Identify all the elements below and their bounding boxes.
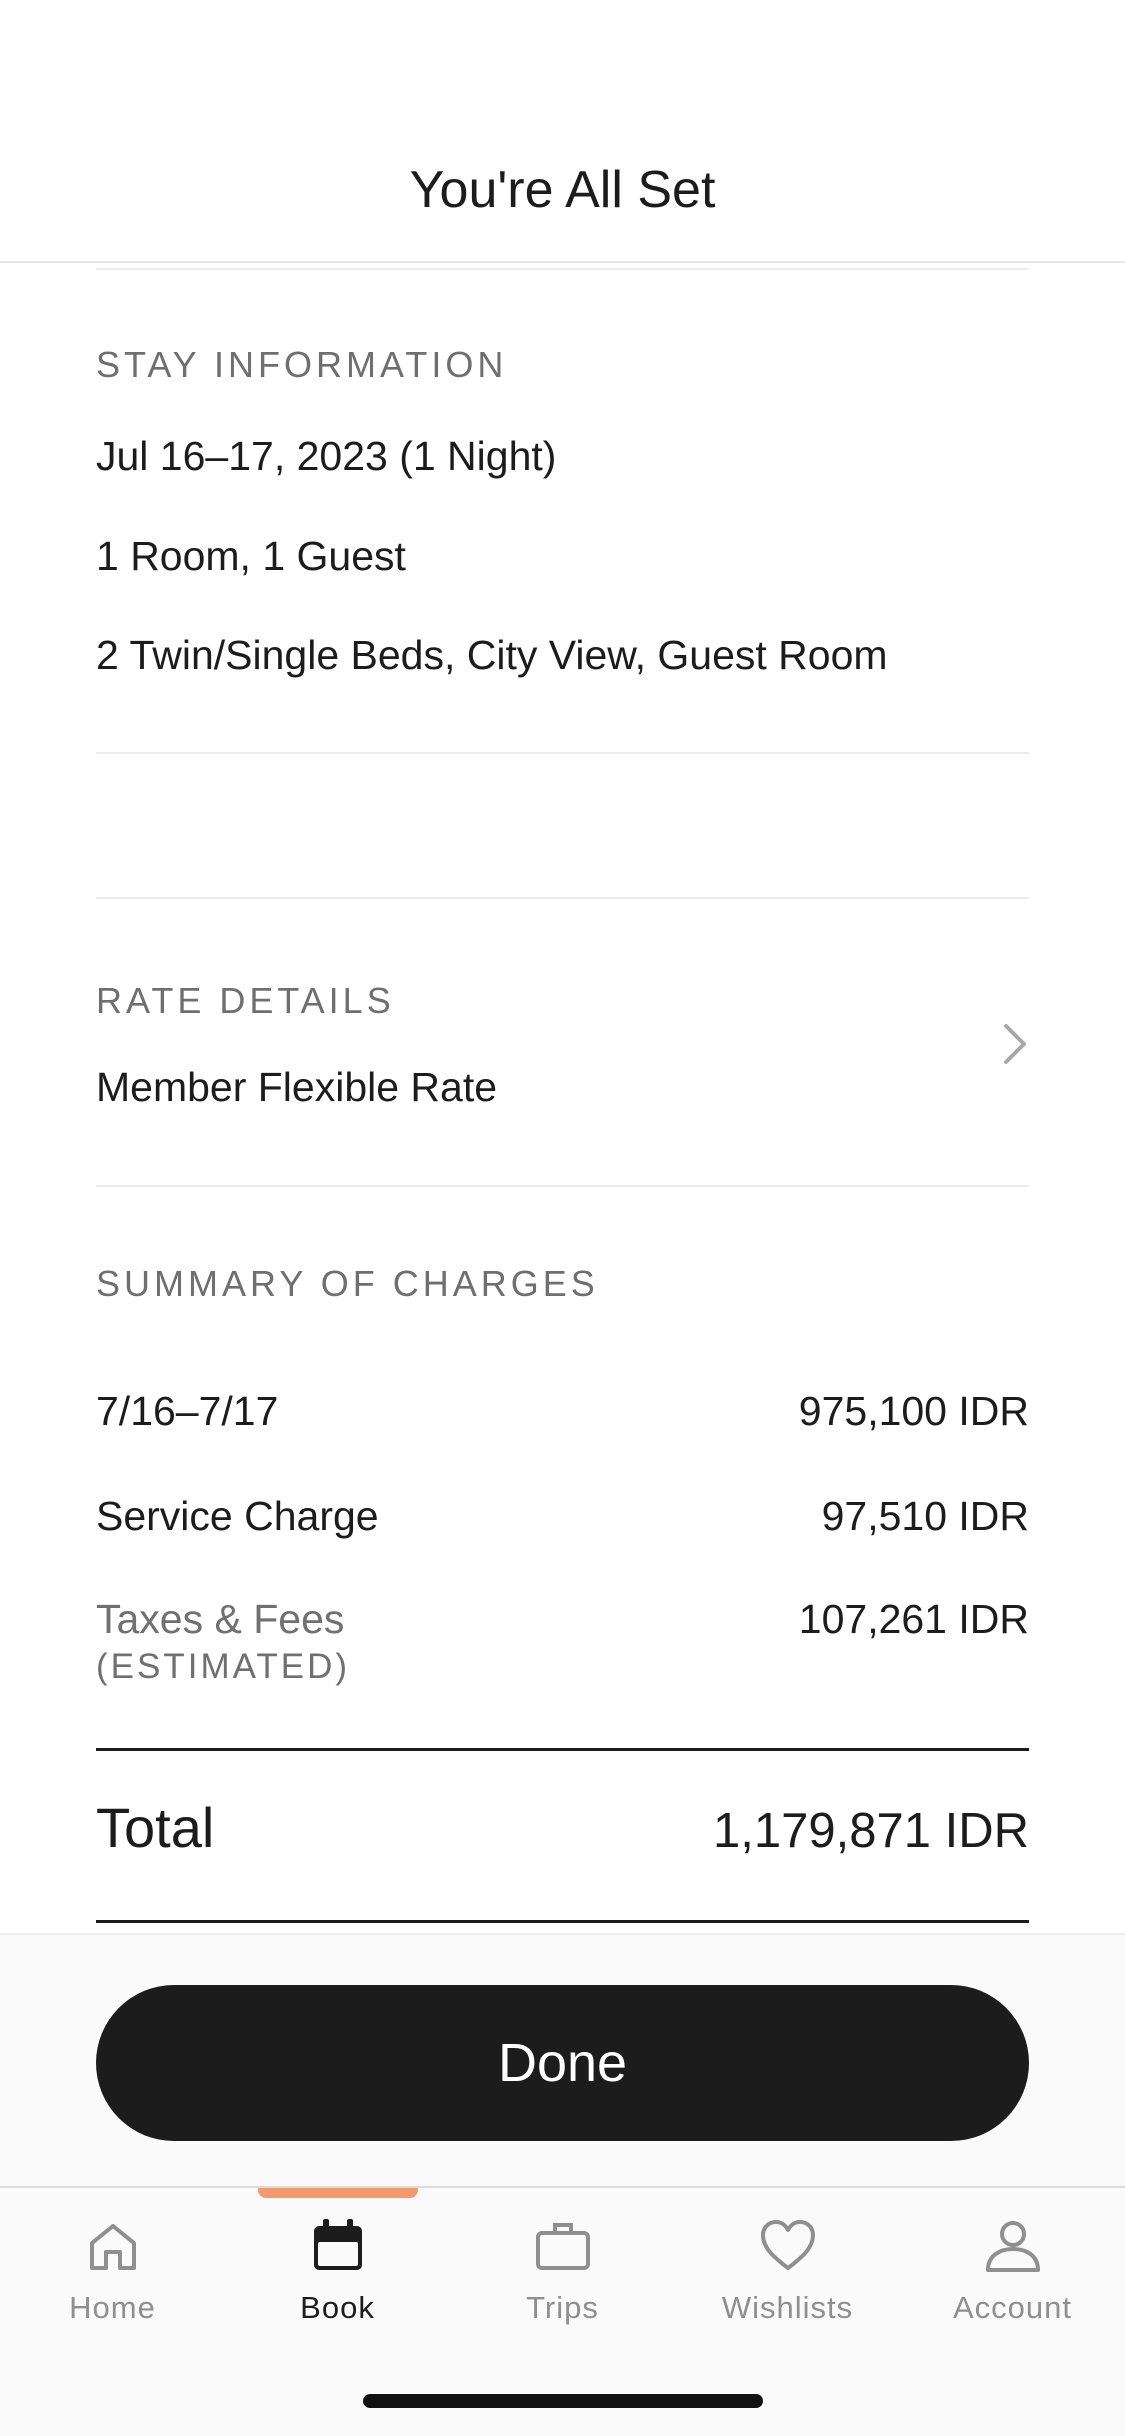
person-icon bbox=[983, 2216, 1043, 2276]
estimated-note: (ESTIMATED) bbox=[96, 1647, 351, 1686]
charge-label: Taxes & Fees bbox=[96, 1596, 345, 1642]
divider bbox=[96, 1185, 1029, 1187]
charge-value: 975,100 IDR bbox=[798, 1388, 1029, 1434]
total-value: 1,179,871 IDR bbox=[713, 1804, 1029, 1858]
stay-dates: Jul 16–17, 2023 (1 Night) bbox=[96, 433, 557, 479]
rate-details-label: RATE DETAILS bbox=[96, 980, 395, 1021]
tab-label: Trips bbox=[526, 2290, 599, 2325]
tab-label: Account bbox=[952, 2290, 1072, 2325]
briefcase-icon bbox=[533, 2216, 593, 2276]
home-indicator bbox=[363, 2394, 763, 2408]
action-bar bbox=[0, 1933, 1125, 2188]
tab-book[interactable] bbox=[225, 2188, 450, 2368]
charge-row-service bbox=[96, 1493, 1029, 1553]
tab-label: Home bbox=[69, 2290, 156, 2325]
charge-value: 97,510 IDR bbox=[821, 1493, 1029, 1539]
summary-of-charges-label: SUMMARY OF CHARGES bbox=[96, 1263, 599, 1304]
tab-home[interactable] bbox=[0, 2188, 225, 2368]
charge-value: 107,261 IDR bbox=[798, 1596, 1029, 1642]
tab-wishlists[interactable] bbox=[675, 2188, 900, 2368]
page-title: You're All Set bbox=[409, 161, 716, 219]
total-label: Total bbox=[96, 1796, 215, 1859]
rate-details-row[interactable] bbox=[0, 899, 1125, 1185]
done-button[interactable]: Done bbox=[96, 1985, 1029, 2141]
rooms-guests: 1 Room, 1 Guest bbox=[96, 533, 406, 579]
calendar-icon bbox=[308, 2216, 368, 2276]
tab-account[interactable] bbox=[900, 2188, 1125, 2368]
divider bbox=[96, 752, 1029, 754]
room-type: 2 Twin/Single Beds, City View, Guest Room bbox=[96, 632, 888, 678]
chevron-right-icon bbox=[996, 1020, 1036, 1068]
header bbox=[0, 0, 1125, 263]
home-icon bbox=[83, 2216, 143, 2276]
total-bottom-rule bbox=[96, 1920, 1029, 1923]
heart-icon bbox=[758, 2216, 818, 2276]
charge-label: Service Charge bbox=[96, 1493, 379, 1539]
tab-trips[interactable] bbox=[450, 2188, 675, 2368]
tab-label: Wishlists bbox=[721, 2290, 854, 2325]
charge-label: 7/16–7/17 bbox=[96, 1388, 279, 1434]
tab-label: Book bbox=[300, 2290, 375, 2325]
rate-name: Member Flexible Rate bbox=[96, 1064, 498, 1110]
total-top-rule bbox=[96, 1748, 1029, 1751]
charge-row-nightly bbox=[96, 1388, 1029, 1448]
divider bbox=[96, 268, 1029, 270]
stay-information-label: STAY INFORMATION bbox=[96, 344, 508, 385]
